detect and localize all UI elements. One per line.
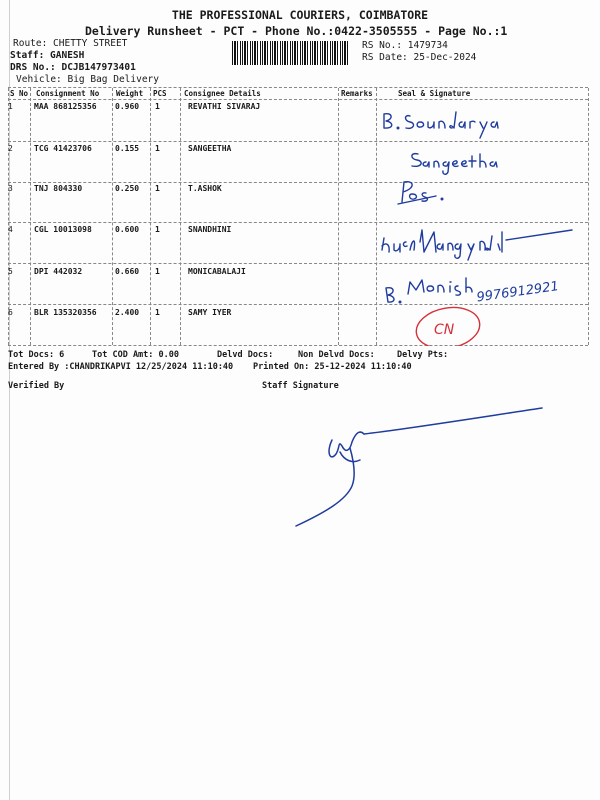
col-divider	[338, 88, 339, 345]
signature-row-5	[386, 288, 394, 302]
signature-row-3	[398, 182, 436, 204]
entered-by: Entered By :CHANDRIKAPVI 12/25/2024 11:10:40	[8, 362, 234, 372]
row-sno: 1	[8, 102, 13, 111]
vehicle-label: Vehicle: Big Bag Delivery	[16, 74, 159, 85]
col-divider	[588, 88, 589, 345]
staff-signature-label: Staff Signature	[262, 381, 339, 391]
table-top-border	[8, 87, 588, 88]
row-sno: 6	[8, 308, 13, 317]
company-title: THE PROFESSIONAL COURIERS, COIMBATORE	[171, 8, 429, 22]
col-divider	[150, 88, 151, 345]
row-weight: 0.960	[115, 102, 140, 111]
barcode	[232, 41, 350, 65]
tot-docs: Tot Docs: 6	[8, 350, 65, 360]
delvd-docs: Delvd Docs:	[217, 350, 274, 360]
row-consignment: TCG 41423706	[34, 144, 92, 153]
rs-number: RS No.: 1479734	[362, 40, 448, 51]
row-weight: 0.250	[115, 184, 140, 193]
row-consignee: REVATHI SIVARAJ	[188, 102, 261, 111]
staff-label: Staff: GANESH	[10, 50, 85, 61]
row-sno: 3	[8, 184, 13, 193]
rs-date: RS Date: 25-Dec-2024	[362, 52, 477, 63]
non-delvd-docs: Non Delvd Docs:	[298, 350, 375, 360]
row-weight: 0.600	[115, 225, 140, 234]
row-pcs: 1	[155, 267, 160, 276]
row-consignee: T.ASHOK	[188, 184, 222, 193]
signature-row-2	[412, 154, 497, 175]
row-pcs: 1	[155, 144, 160, 153]
handwritten-phone: 9976912921	[475, 279, 560, 306]
row-consignee: SANGEETHA	[188, 144, 232, 153]
col-header-weight: Weight	[116, 89, 144, 98]
col-header-signature: Seal & Signature	[398, 89, 471, 98]
route-label: Route: CHETTY STREET	[13, 38, 128, 49]
col-divider	[30, 88, 31, 345]
row-pcs: 1	[155, 225, 160, 234]
page-fold-line	[9, 0, 10, 800]
row-weight: 2.400	[115, 308, 140, 317]
row-consignee: MONICABALAJI	[188, 267, 246, 276]
col-divider	[112, 88, 113, 345]
staff-signature-scribble	[280, 400, 560, 540]
tot-cod-amt: Tot COD Amt: 0.00	[92, 350, 179, 360]
row-consignment: CGL 10013098	[34, 225, 92, 234]
row-pcs: 1	[155, 184, 160, 193]
col-header-pcs: PCS	[153, 89, 167, 98]
verified-by: Verified By	[8, 381, 65, 391]
row-consignment: BLR 135320356	[34, 308, 97, 317]
row-consignment: MAA 868125356	[34, 102, 97, 111]
row-pcs: 1	[155, 102, 160, 111]
row-sno: 2	[8, 144, 13, 153]
row-consignment: TNJ 804330	[34, 184, 83, 193]
row-sno: 4	[8, 225, 13, 234]
row-consignment: DPI 442032	[34, 267, 83, 276]
col-header-consignee: Consignee Details	[184, 89, 261, 98]
row-weight: 0.155	[115, 144, 140, 153]
col-header-consignment: Consignment No	[36, 89, 100, 98]
col-header-remarks: Remarks	[341, 89, 373, 98]
row-pcs: 1	[155, 308, 160, 317]
row-consignee: SAMY IYER	[188, 308, 232, 317]
row-weight: 0.660	[115, 267, 140, 276]
signature-row-4	[382, 230, 572, 260]
row-consignee: SNANDHINI	[188, 225, 232, 234]
col-divider	[180, 88, 181, 345]
printed-on: Printed On: 25-12-2024 11:10:40	[253, 362, 412, 372]
row-sno: 5	[8, 267, 13, 276]
handwritten-signatures	[376, 100, 588, 346]
col-header-sno: S No	[10, 89, 29, 98]
runsheet-title: Delivery Runsheet - PCT - Phone No.:0422-3505555 - Page No.:1	[85, 24, 508, 38]
col-divider	[8, 88, 9, 345]
signature-row-1	[384, 114, 392, 128]
delvy-pts: Delvy Pts:	[397, 350, 449, 360]
drs-number: DRS No.: DCJB147973401	[10, 62, 136, 73]
handwritten-cn: CN	[434, 322, 455, 338]
